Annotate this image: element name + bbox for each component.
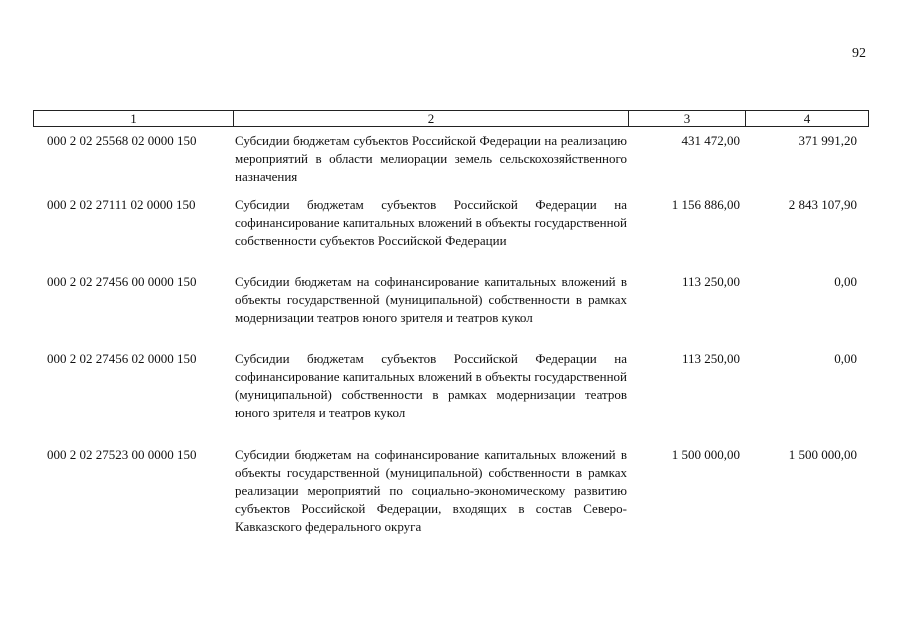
budget-code: 000 2 02 25568 02 0000 150 [47, 133, 197, 148]
column-header-2: 2 [234, 111, 629, 126]
amount-column-3: 113 250,00 [681, 274, 740, 289]
row-description: Субсидии бюджетам субъектов Российской Федерации на софинансирование капитальных вложений в объекты государственной собственности субъектов Российской Федерации [235, 197, 627, 248]
row-description: Субсидии бюджетам на софинансирование капитальных вложений в объекты государственной (муниципальной) собственности в рамках реализации мероприятий по социально-экономическому развитию субъектов Российской Федерации, входящих в состав Северо-Кавказского федерального округа [235, 447, 627, 534]
row-description: Субсидии бюджетам субъектов Российской Федерации на софинансирование капитальных вложений в объекты государственной (муниципальной) собственности в рамках модернизации театров юного зрителя и театров кукол [235, 351, 627, 420]
amount-column-4: 2 843 107,90 [788, 197, 857, 212]
amount-column-4: 1 500 000,00 [788, 447, 857, 462]
budget-code: 000 2 02 27456 02 0000 150 [47, 351, 197, 366]
amount-column-4: 0,00 [834, 274, 857, 289]
budget-code: 000 2 02 27523 00 0000 150 [47, 447, 197, 462]
budget-code: 000 2 02 27111 02 0000 150 [47, 197, 196, 212]
row-description: Субсидии бюджетам субъектов Российской Федерации на реализацию мероприятий в области мелиорации земель сельскохозяйственного назначения [235, 133, 627, 184]
amount-column-4: 0,00 [834, 351, 857, 366]
amount-column-4: 371 991,20 [798, 133, 857, 148]
column-header-1: 1 [34, 111, 234, 126]
amount-column-3: 1 156 886,00 [671, 197, 740, 212]
amount-column-3: 431 472,00 [681, 133, 740, 148]
amount-column-3: 1 500 000,00 [671, 447, 740, 462]
amount-column-3: 113 250,00 [681, 351, 740, 366]
column-header-3: 3 [629, 111, 746, 126]
column-header-4: 4 [803, 111, 811, 126]
budget-code: 000 2 02 27456 00 0000 150 [47, 274, 197, 289]
page-number: 92 [852, 46, 866, 61]
table-header [33, 110, 869, 127]
row-description: Субсидии бюджетам на софинансирование капитальных вложений в объекты государственной (муниципальной) собственности в рамках модернизации театров юного зрителя и театров кукол [235, 274, 627, 325]
